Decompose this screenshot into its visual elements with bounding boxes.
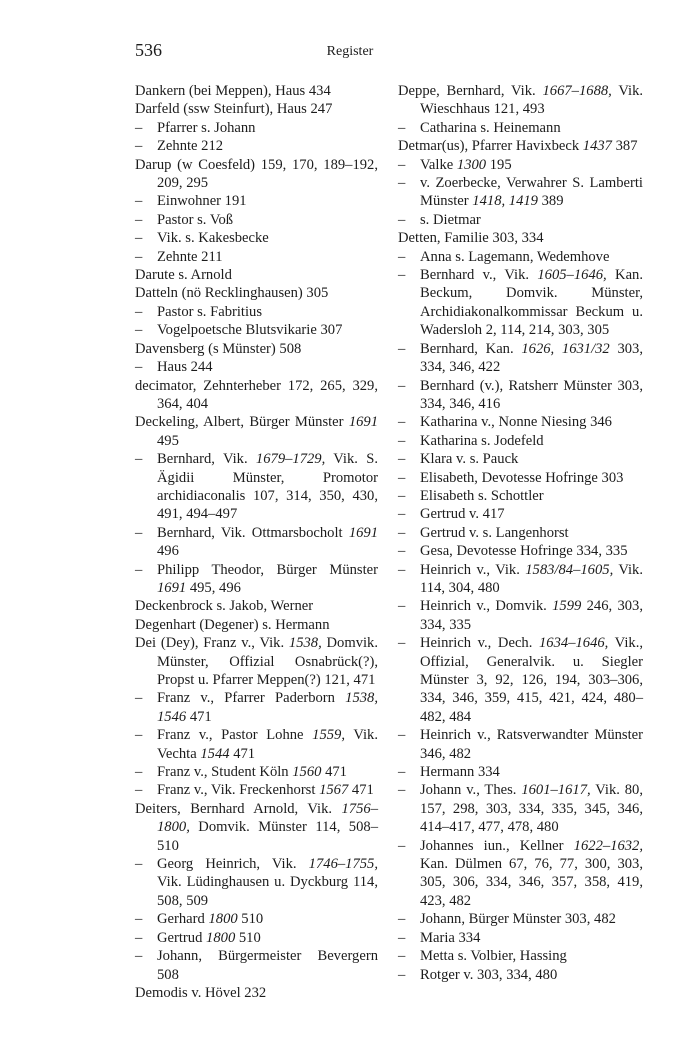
entry-text: 510 — [235, 929, 261, 946]
entry-text: Gertrud — [157, 929, 207, 946]
index-entry — [398, 229, 643, 247]
entry-text: decimator, Zehnterheber 172, 265, 329, 364, 404 — [135, 377, 378, 412]
subentry-dash: – — [398, 451, 406, 468]
index-entry — [135, 82, 378, 100]
entry-text: Vik. Wieschhaus 121, 493 — [420, 83, 644, 118]
index-subentry — [135, 137, 378, 155]
entry-year: 1538, 1546 — [157, 690, 378, 725]
index-subentry — [398, 966, 643, 984]
subentry-dash: – — [398, 727, 406, 744]
index-entry — [135, 100, 378, 118]
entry-text: Haus 244 — [157, 359, 213, 376]
index-subentry — [398, 248, 643, 266]
subentry-dash: – — [398, 561, 406, 578]
subentry-dash: – — [398, 487, 406, 504]
index-entry — [398, 137, 643, 155]
subentry-dash: – — [398, 837, 406, 854]
entry-text: Metta s. Volbier, Hassing — [420, 948, 567, 965]
entry-text: Gertrud v. 417 — [420, 506, 505, 523]
entry-year: 1300 — [456, 156, 487, 173]
entry-year: 1691 — [157, 579, 187, 596]
subentry-dash: – — [398, 948, 406, 965]
subentry-dash: – — [135, 561, 143, 578]
entry-year: 1626, 1631/32 — [521, 340, 610, 357]
entry-text: Bernhard, Kan. — [420, 340, 522, 357]
index-subentry — [398, 561, 643, 598]
index-entry — [135, 340, 378, 358]
entry-text: v. Zoerbecke, Verwahrer S. Lamberti Münster — [420, 175, 643, 210]
entry-text: Franz v., Vik. Freckenhorst — [157, 782, 320, 799]
index-subentry — [135, 229, 378, 247]
entry-text: Kan. Beckum, Domvik. Münster, Archidiakonalkommissar Beckum u. Wadersloh 2, 114, 214, 303, 305 — [420, 267, 643, 339]
subentry-dash: – — [398, 506, 406, 523]
subentry-dash: – — [135, 119, 143, 136]
entry-year: 1567 — [319, 782, 349, 799]
entry-year: 1601–1617, — [521, 782, 591, 799]
entry-text: Zehnte 211 — [157, 248, 223, 265]
subentry-dash: – — [135, 248, 143, 265]
subentry-dash: – — [398, 524, 406, 541]
entry-year: 1437 — [582, 138, 612, 155]
entry-text: Catharina s. Heinemann — [420, 119, 561, 136]
entry-text: Elisabeth s. Schottler — [420, 487, 544, 504]
index-subentry — [398, 726, 643, 763]
subentry-dash: – — [135, 727, 143, 744]
entry-text: 471 — [186, 708, 212, 725]
index-entry — [135, 634, 378, 689]
index-entry — [135, 156, 378, 193]
subentry-dash: – — [135, 211, 143, 228]
entry-text: 471 — [229, 745, 256, 762]
entry-text: Darute s. Arnold — [135, 267, 232, 284]
entry-year: 1691 — [348, 414, 378, 431]
entry-year: 1559, — [312, 727, 345, 744]
entry-text: Detmar(us), Pfarrer Havixbeck — [398, 138, 583, 155]
entry-text: Franz v., Student Köln — [157, 764, 293, 781]
entry-year: 1599 — [552, 598, 582, 615]
entry-text: Anna s. Lagemann, Wedemhove — [420, 248, 610, 265]
index-subentry — [398, 910, 643, 928]
entry-text: 195 — [486, 156, 512, 173]
entry-text: Darup (w Coesfeld) 159, 170, 189–192, 209, 295 — [135, 156, 378, 192]
entry-year: 1800 — [206, 929, 236, 946]
entry-text: Katharina s. Jodefeld — [420, 432, 544, 449]
entry-text: Heinrich v., Ratsverwandter Münster 346, 482 — [420, 727, 643, 762]
entry-text: Detten, Familie 303, 334 — [398, 230, 544, 247]
index-subentry — [398, 763, 643, 781]
entry-text: Bernhard (v.), Ratsherr Münster 303, 334, 346, 416 — [420, 377, 643, 412]
entry-text: Heinrich v., Vik. — [420, 561, 526, 578]
subentry-dash: – — [398, 764, 406, 781]
page-number: 536 — [135, 40, 162, 60]
entry-text: Domvik. Münster 114, 508–510 — [157, 819, 378, 854]
entry-text: Katharina v., Nonne Niesing 346 — [420, 414, 612, 431]
index-subentry — [135, 303, 378, 321]
entry-text: Demodis v. Hövel 232 — [135, 984, 267, 1001]
entry-text: Johann, Bürger Münster 303, 482 — [420, 911, 616, 928]
index-subentry — [398, 929, 643, 947]
index-subentry — [398, 432, 643, 450]
subentry-dash: – — [135, 856, 143, 873]
entry-text: Deckeling, Albert, Bürger Münster — [135, 414, 349, 431]
index-subentry — [398, 505, 643, 523]
subentry-dash: – — [398, 635, 406, 652]
running-head: Register — [326, 44, 374, 59]
index-subentry — [135, 947, 378, 984]
index-subentry — [398, 487, 643, 505]
index-subentry — [398, 450, 643, 468]
subentry-dash: – — [135, 451, 143, 468]
entry-text: Vik. s. Kakesbecke — [157, 230, 269, 247]
index-subentry — [398, 211, 643, 229]
entry-text: Vik. Lüdinghausen u. Dyckburg 114, 508, 509 — [157, 874, 378, 909]
entry-text: 471 — [321, 764, 347, 781]
entry-text: 471 — [348, 782, 374, 799]
entry-year: 1667–1688, — [542, 83, 612, 99]
entry-text: Johann v., Thes. — [420, 782, 522, 799]
subentry-dash: – — [398, 414, 406, 431]
entry-text: Davensberg (s Münster) 508 — [135, 340, 302, 357]
index-subentry — [135, 561, 378, 598]
index-subentry — [398, 174, 643, 211]
entry-text: 495 — [157, 432, 179, 449]
entry-text: Darfeld (ssw Steinfurt), Haus 247 — [135, 101, 333, 118]
index-subentry — [398, 156, 643, 174]
subentry-dash: – — [135, 230, 143, 247]
index-column-right — [398, 82, 643, 984]
subentry-dash: – — [398, 175, 406, 192]
index-entry — [135, 284, 378, 302]
index-subentry — [135, 781, 378, 799]
index-subentry — [135, 321, 378, 339]
entry-text: Einwohner 191 — [157, 193, 247, 210]
entry-text: Klara v. s. Pauck — [420, 451, 519, 468]
index-subentry — [398, 837, 643, 911]
subentry-dash: – — [398, 469, 406, 486]
index-column-left — [135, 82, 378, 1002]
entry-text: Bernhard v., Vik. — [420, 267, 538, 284]
index-subentry — [398, 597, 643, 634]
entry-text: Vik. Vechta — [157, 727, 379, 762]
subentry-dash: – — [398, 211, 406, 228]
index-subentry — [398, 266, 643, 340]
index-subentry — [135, 763, 378, 781]
entry-text: Deckenbrock s. Jakob, Werner — [135, 598, 314, 615]
subentry-dash: – — [135, 929, 143, 946]
entry-text: Hermann 334 — [420, 764, 500, 781]
index-subentry — [135, 910, 378, 928]
subentry-dash: – — [398, 432, 406, 449]
index-entry — [135, 800, 378, 855]
entry-text: 510 — [237, 911, 264, 928]
entry-text: 303, 334, 346, 422 — [420, 340, 643, 376]
subentry-dash: – — [398, 340, 406, 357]
subentry-dash: – — [135, 782, 143, 799]
entry-year: 1538, — [288, 635, 322, 652]
index-subentry — [135, 855, 378, 910]
entry-text: 387 — [611, 138, 638, 155]
index-subentry — [135, 929, 378, 947]
index-subentry — [135, 192, 378, 210]
subentry-dash: – — [135, 303, 143, 320]
subentry-dash: – — [135, 911, 143, 928]
index-entry — [135, 616, 378, 634]
entry-text: Vik. 80, 157, 298, 303, 334, 335, 345, 346, 414–417, 477, 478, 480 — [420, 782, 643, 836]
index-entry — [135, 266, 378, 284]
index-subentry — [135, 524, 378, 561]
index-subentry — [398, 524, 643, 542]
subentry-dash: – — [398, 598, 406, 615]
entry-text: Maria 334 — [420, 929, 481, 946]
index-subentry — [398, 119, 643, 137]
index-subentry — [135, 248, 378, 266]
index-subentry — [135, 358, 378, 376]
entry-text: Georg Heinrich, Vik. — [157, 856, 309, 873]
entry-text: Vik. S. Ägidii Münster, Promotor archidiaconalis 107, 314, 350, 430, 491, 494–497 — [157, 451, 378, 523]
entry-text: Rotger v. 303, 334, 480 — [420, 966, 558, 983]
entry-text: Gertrud v. s. Langenhorst — [420, 524, 569, 541]
entry-year: 1418, 1419 — [472, 193, 538, 210]
entry-text: Valke — [420, 156, 457, 173]
subentry-dash: – — [398, 267, 406, 284]
entry-text: Zehnte 212 — [157, 138, 224, 155]
entry-text: Dankern (bei Meppen), Haus 434 — [135, 83, 331, 99]
entry-text: Gesa, Devotesse Hofringe 334, 335 — [420, 543, 628, 560]
entry-year: 1544 — [200, 745, 230, 762]
entry-text: Kan. Dülmen 67, 76, 77, 300, 303, 305, 306, 334, 346, 357, 358, 419, 423, 482 — [420, 856, 643, 909]
index-subentry — [135, 450, 378, 524]
subentry-dash: – — [135, 193, 143, 210]
entry-text: Deppe, Bernhard, Vik. — [398, 83, 543, 99]
index-subentry — [398, 542, 643, 560]
subentry-dash: – — [135, 948, 143, 965]
entry-text: Degenhart (Degener) s. Hermann — [135, 616, 330, 633]
subentry-dash: – — [135, 690, 143, 707]
entry-text: Johannes iun., Kellner — [420, 837, 574, 854]
entry-text: Elisabeth, Devotesse Hofringe 303 — [420, 469, 624, 486]
subentry-dash: – — [398, 119, 406, 136]
entry-text: Gerhard — [157, 911, 209, 928]
subentry-dash: – — [398, 543, 406, 560]
entry-text: 389 — [537, 193, 564, 210]
subentry-dash: – — [135, 359, 143, 376]
index-entry — [135, 413, 378, 450]
subentry-dash: – — [398, 929, 406, 946]
entry-text: s. Dietmar — [420, 211, 481, 228]
subentry-dash: – — [398, 966, 406, 983]
entry-text: Bernhard, Vik. Ottmarsbocholt — [157, 524, 349, 541]
entry-text: Johann, Bürgermeister Bevergern 508 — [157, 948, 378, 983]
index-subentry — [398, 634, 643, 726]
entry-text: Bernhard, Vik. — [157, 451, 256, 468]
entry-text: 496 — [157, 543, 179, 560]
entry-text: Domvik. Münster, Offizial Osnabrück(?), Propst u. Pfarrer Meppen(?) 121, 471 — [157, 635, 378, 688]
index-subentry — [398, 781, 643, 836]
entry-year: 1583/84–1605, — [525, 561, 614, 578]
entry-year: 1679–1729, — [255, 451, 326, 468]
index-subentry — [398, 413, 643, 431]
index-entry — [135, 984, 378, 1002]
index-entry — [135, 597, 378, 615]
index-subentry — [135, 689, 378, 726]
subentry-dash: – — [398, 782, 406, 799]
subentry-dash: – — [398, 248, 406, 265]
index-subentry — [398, 340, 643, 377]
entry-text: 495, 496 — [186, 579, 241, 596]
entry-year: 1691 — [348, 524, 378, 541]
entry-text: Philipp Theodor, Bürger Münster — [157, 561, 378, 578]
subentry-dash: – — [135, 322, 143, 339]
entry-text: Dei (Dey), Franz v., Vik. — [135, 635, 289, 652]
subentry-dash: – — [398, 911, 406, 928]
index-subentry — [135, 726, 378, 763]
entry-text: Pastor s. Fabritius — [157, 303, 262, 320]
entry-year: 1560 — [292, 764, 322, 781]
entry-year: 1800 — [208, 911, 238, 928]
entry-text: Vik., Offizial, Generalvik. u. Siegler Münster 3, 92, 126, 194, 303–306, 334, 346, 359, 415, 421, 424, 480–482, 484 — [420, 635, 643, 725]
index-subentry — [398, 947, 643, 965]
index-subentry — [398, 469, 643, 487]
entry-text: Franz v., Pfarrer Paderborn — [157, 690, 346, 707]
index-entry — [135, 377, 378, 414]
entry-text: Pastor s. Voß — [157, 211, 234, 228]
entry-text: Heinrich v., Domvik. — [420, 598, 553, 615]
subentry-dash: – — [398, 156, 406, 173]
entry-year: 1756–1800, — [157, 800, 378, 836]
index-subentry — [135, 211, 378, 229]
entry-text: Pfarrer s. Johann — [157, 119, 256, 136]
entry-year: 1622–1632, — [573, 837, 643, 854]
entry-year: 1634–1646, — [539, 635, 609, 652]
index-entry — [398, 82, 643, 119]
index-subentry — [398, 377, 643, 414]
index-subentry — [135, 119, 378, 137]
entry-text: Franz v., Pastor Lohne — [157, 727, 313, 744]
entry-text: Datteln (nö Recklinghausen) 305 — [135, 285, 329, 302]
entry-year: 1746–1755, — [308, 856, 378, 873]
entry-text: Deiters, Bernhard Arnold, Vik. — [135, 800, 342, 817]
entry-text: Heinrich v., Dech. — [420, 635, 539, 652]
subentry-dash: – — [135, 138, 143, 155]
entry-text: 246, 303, 334, 335 — [420, 598, 644, 633]
entry-text: Vogelpoetsche Blutsvikarie 307 — [157, 322, 343, 339]
subentry-dash: – — [135, 524, 143, 541]
subentry-dash: – — [135, 764, 143, 781]
subentry-dash: – — [398, 377, 406, 394]
entry-text: Vik. 114, 304, 480 — [420, 561, 643, 596]
entry-year: 1605–1646, — [537, 267, 607, 284]
